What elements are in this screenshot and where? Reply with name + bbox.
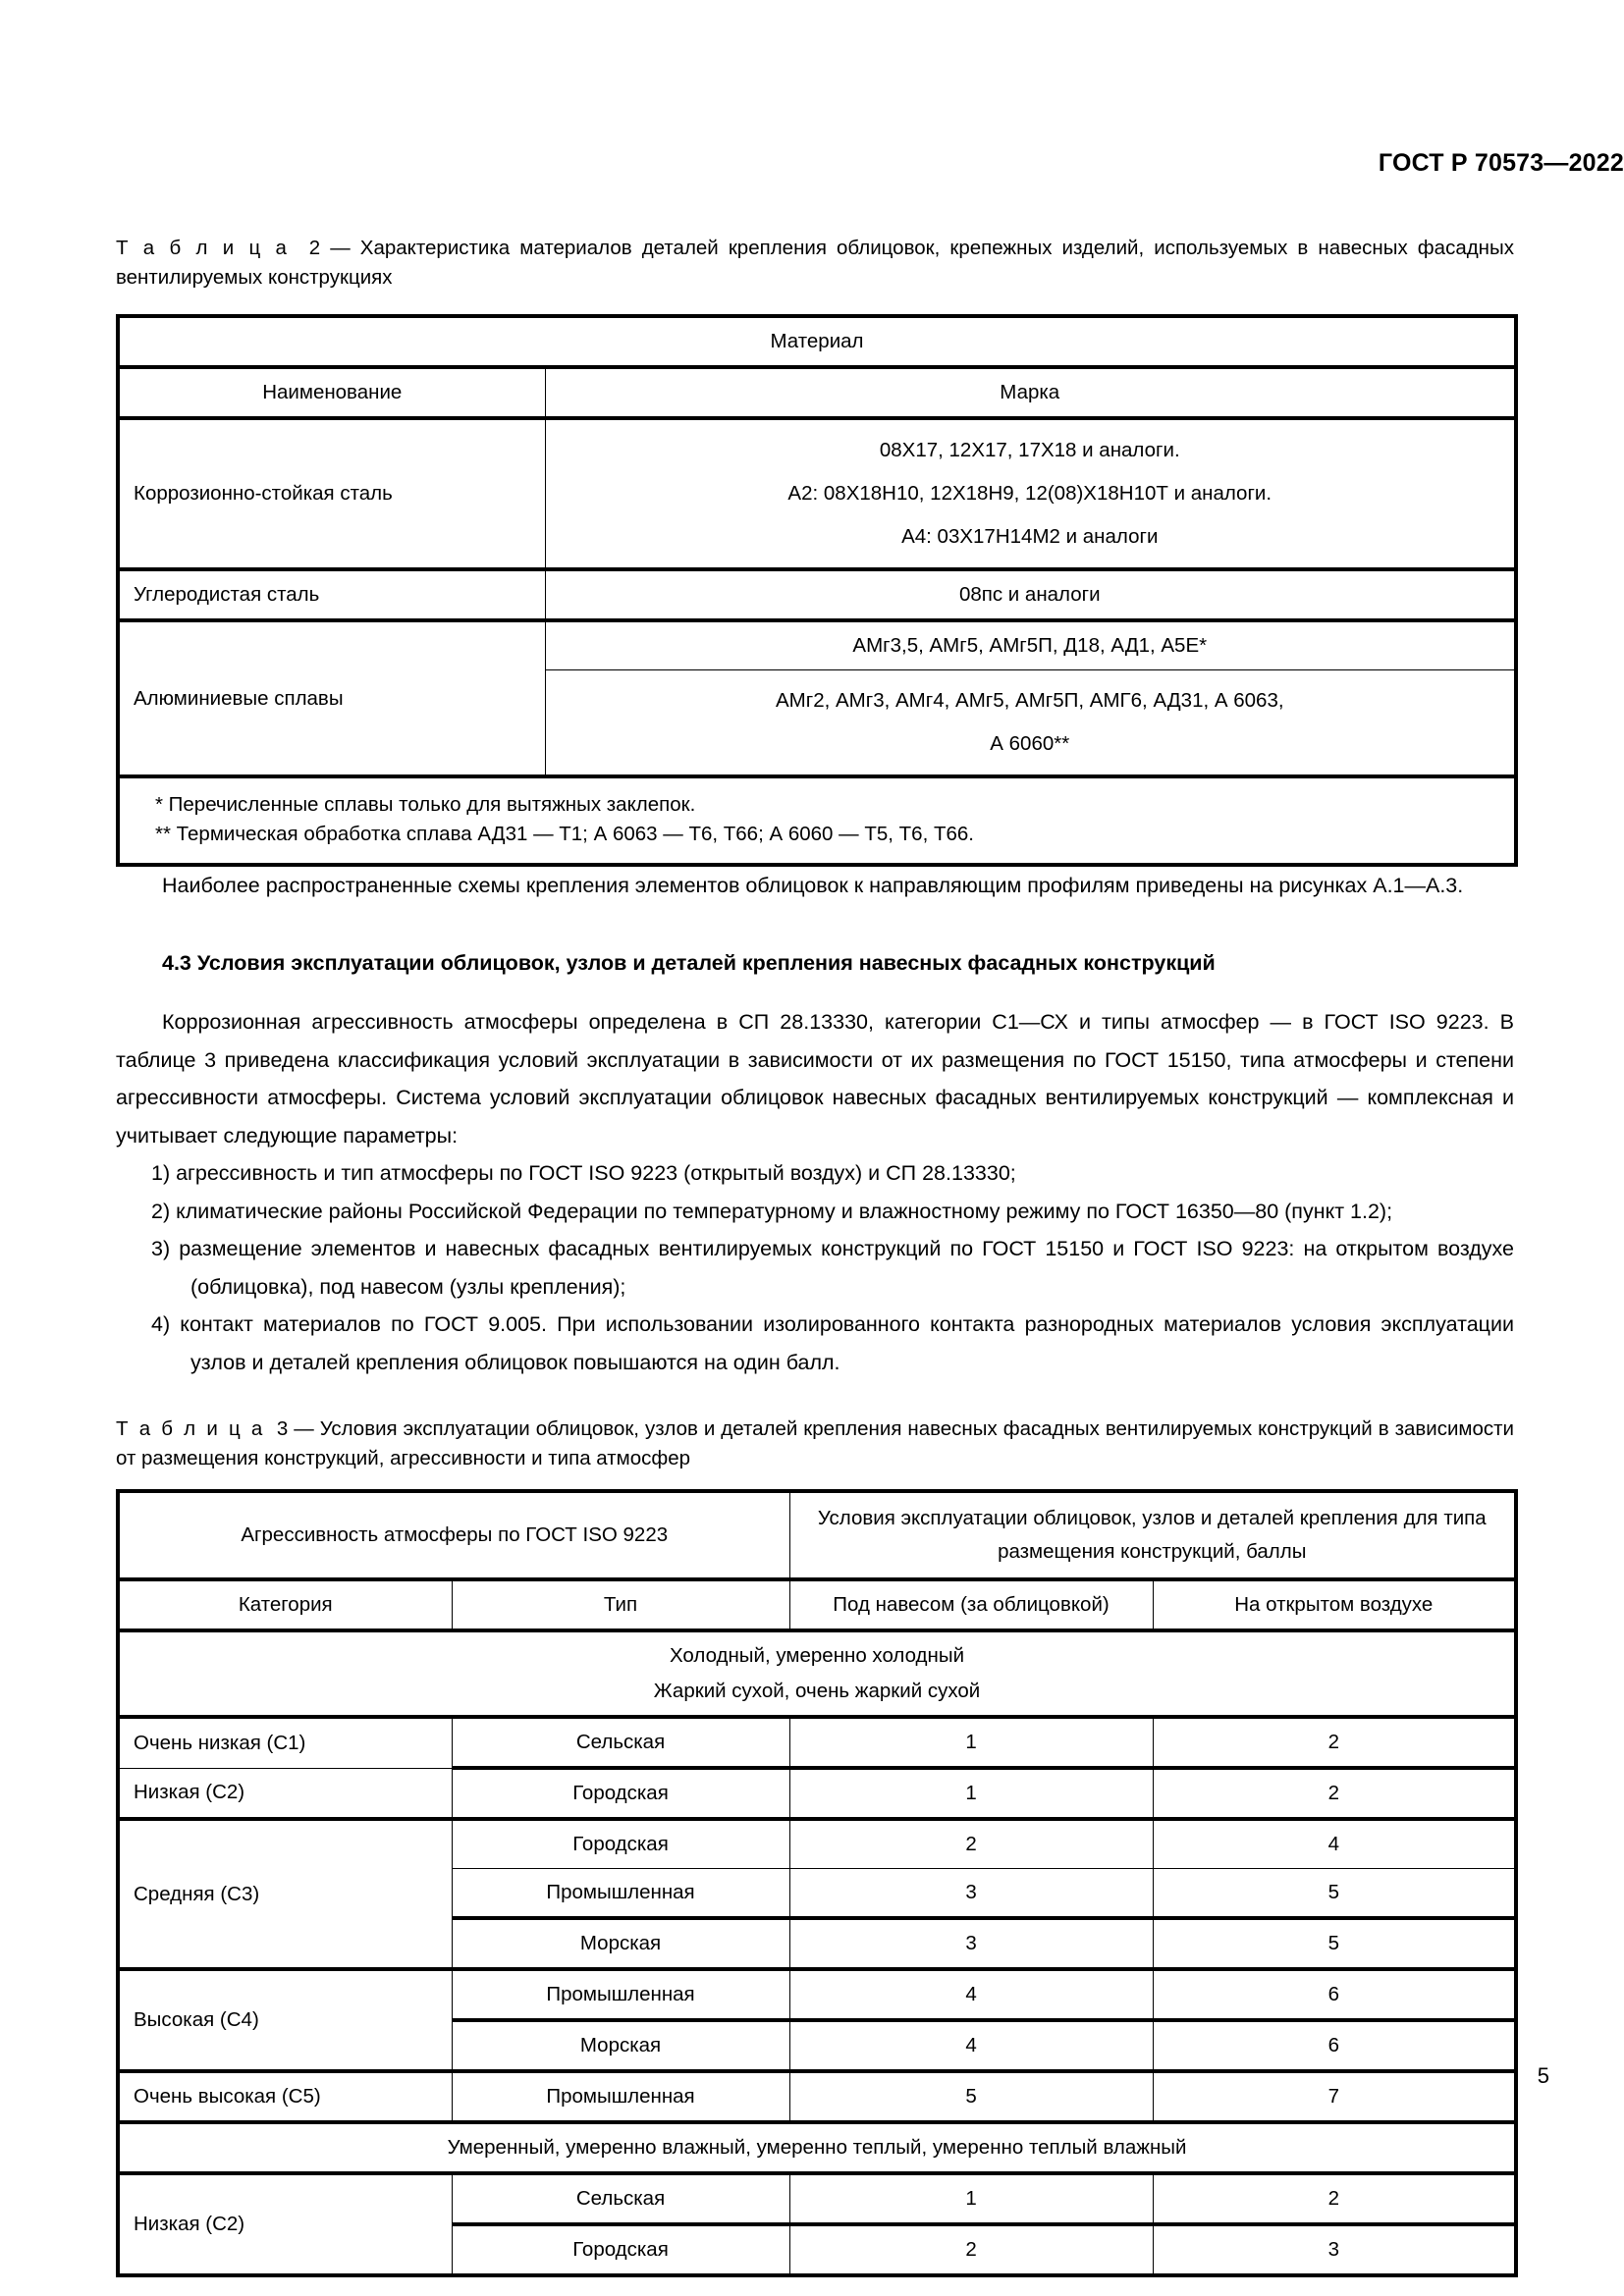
table3-caption-dash: — [294, 1417, 314, 1440]
table3-open-air: 2 [1153, 1717, 1516, 1768]
table3-category: Низкая (С2) [118, 2173, 452, 2275]
table3-group-header-aggressiveness: Агрессивность атмосферы по ГОСТ ISO 9223 [118, 1491, 789, 1579]
parameters-list [116, 1154, 1514, 1381]
page-number: 5 [1537, 2063, 1549, 2088]
paragraph-after-table2: Наиболее распространенные схемы крепления элементов облицовок к направляющим профилям приведены на рисунках А.1—А.3. [162, 874, 1464, 897]
table2-grade-line: А 6060** [990, 732, 1070, 755]
table3-section-title: Умеренный, умеренно влажный, умеренно теплый, умеренно теплый влажный [118, 2122, 1516, 2173]
table3-under-cover: 1 [789, 1768, 1153, 1819]
table3-under-cover: 4 [789, 1969, 1153, 2020]
table3-type: Морская [452, 2020, 789, 2071]
table3-type: Городская [452, 1819, 789, 1869]
table2-grade-line: 08Х17, 12Х17, 17Х18 и аналоги. [879, 439, 1180, 461]
table3-open-air: 4 [1153, 1819, 1516, 1869]
table3-group-header-conditions: Условия эксплуатации облицовок, узлов и деталей крепления для типа размещения конструкций, баллы [789, 1491, 1516, 1579]
table3-under-cover: 2 [789, 1819, 1153, 1869]
table2-footnotes [118, 776, 1516, 865]
table2-material-grades: АМг3,5, АМг5, АМг5П, Д18, АД1, А5Е* [545, 620, 1516, 670]
table3-section-title-row [118, 1630, 1516, 1717]
table2-material-grades [545, 670, 1516, 777]
table3-type: Сельская [452, 1717, 789, 1768]
table-row [118, 2173, 1516, 2224]
table2-footnote: * Перечисленные сплавы только для вытяжных заклепок. [155, 793, 696, 816]
table-row [118, 1768, 1516, 1819]
table3-open-air: 6 [1153, 2020, 1516, 2071]
table3-section-title-line: Жаркий сухой, очень жаркий сухой [653, 1680, 981, 1702]
table3-under-cover: 4 [789, 2020, 1153, 2071]
table3-category: Средняя (С3) [118, 1819, 452, 1969]
table3-type: Городская [452, 2224, 789, 2275]
table3-type: Промышленная [452, 2071, 789, 2122]
table2-material-grades [545, 418, 1516, 569]
table2-column-header-row [118, 367, 1516, 418]
list-item: 2) климатические районы Российской Федерации по температурному и влажностному режиму по ГОСТ 16350—80 (пункт 1.2); [151, 1199, 1393, 1223]
table2 [116, 314, 1518, 867]
table3-under-cover: 3 [789, 1869, 1153, 1919]
table2-grade-line: А2: 08Х18Н10, 12Х18Н9, 12(08)Х18Н10Т и аналоги. [787, 482, 1272, 505]
table-row [118, 2071, 1516, 2122]
table3-type: Сельская [452, 2173, 789, 2224]
table3-category: Низкая (С2) [118, 1768, 452, 1819]
table2-group-header: Материал [118, 316, 1516, 367]
table3-under-cover: 1 [789, 2173, 1153, 2224]
table3-type: Городская [452, 1768, 789, 1819]
table3-open-air: 5 [1153, 1918, 1516, 1969]
table3-open-air: 2 [1153, 2173, 1516, 2224]
table2-col-header-grade: Марка [545, 367, 1516, 418]
list-item: 4) контакт материалов по ГОСТ 9.005. При использовании изолированного контакта разнородных материалов условия эксплуатации узлов и деталей крепления облицовок повышаются на один балл. [151, 1312, 1514, 1374]
table2-material-grades: 08пс и аналоги [545, 569, 1516, 620]
table3-caption-number: 3 [276, 1417, 289, 1440]
table3-type: Промышленная [452, 1869, 789, 1919]
table-row [118, 418, 1516, 569]
table3-open-air: 5 [1153, 1869, 1516, 1919]
table2-grade-line: А4: 03Х17Н14М2 и аналоги [901, 525, 1159, 548]
table-row [118, 1969, 1516, 2020]
table3-column-header-row [118, 1579, 1516, 1630]
table2-grade-line: АМг2, АМг3, АМг4, АМг5, АМг5П, АМГ6, АД31, А 6063, [775, 689, 1284, 712]
table3-under-cover: 1 [789, 1717, 1153, 1768]
table2-caption [116, 234, 1514, 293]
table3-section-title-row [118, 2122, 1516, 2173]
table3-col-header-under-cover: Под навесом (за облицовкой) [789, 1579, 1153, 1630]
table-row [118, 620, 1516, 670]
table3-category: Высокая (С4) [118, 1969, 452, 2071]
table-row [118, 1819, 1516, 1869]
table-row [118, 569, 1516, 620]
table2-caption-text: Характеристика материалов деталей крепления облицовок, крепежных изделий, используемых в навесных фасадных вентилируемых конструкциях [116, 237, 1514, 289]
table2-footnotes-row [118, 776, 1516, 865]
table3-category: Очень низкая (С1) [118, 1717, 452, 1768]
list-item: 3) размещение элементов и навесных фасадных вентилируемых конструкций по ГОСТ 15150 и ГОСТ ISO 9223: на открытом воздухе (облицовка), под навесом (узлы крепления); [151, 1237, 1514, 1299]
table3-group-header-row [118, 1491, 1516, 1579]
table-row [118, 1717, 1516, 1768]
table3-col-header-type: Тип [452, 1579, 789, 1630]
page-header-standard-number: ГОСТ Р 70573—2022 [1378, 149, 1624, 177]
table3-caption-label: Т а б л и ц а [116, 1417, 265, 1440]
table2-material-name: Коррозионно-стойкая сталь [118, 418, 545, 569]
table3-open-air: 2 [1153, 1768, 1516, 1819]
section-heading-4-3: 4.3 Условия эксплуатации облицовок, узлов и деталей крепления навесных фасадных конструкций [162, 950, 1216, 975]
table2-col-header-name: Наименование [118, 367, 545, 418]
table3-under-cover: 2 [789, 2224, 1153, 2275]
table3-category: Очень высокая (С5) [118, 2071, 452, 2122]
table2-group-header-row [118, 316, 1516, 367]
section-intro-paragraph: Коррозионная агрессивность атмосферы определена в СП 28.13330, категории С1—СХ и типы атмосфер — в ГОСТ ISO 9223. В таблице 3 приведена классификация условий эксплуатации в зависимости от их размещения по ГОСТ 15150, типа атмосферы и степени агрессивности атмосферы. Система условий эксплуатации облицовок навесных фасадных вентилируемых конструкций — комплексная и учитывает следующие параметры: [116, 1010, 1514, 1148]
table3-col-header-open-air: На открытом воздухе [1153, 1579, 1516, 1630]
table2-caption-dash: — [330, 237, 351, 259]
table3-type: Промышленная [452, 1969, 789, 2020]
list-item: 1) агрессивность и тип атмосферы по ГОСТ ISO 9223 (открытый воздух) и СП 28.13330; [151, 1161, 1016, 1185]
table3-wrapper [116, 1489, 1514, 2277]
table3-open-air: 6 [1153, 1969, 1516, 2020]
table3-section-title-line: Холодный, умеренно холодный [669, 1644, 965, 1667]
table2-footnote: ** Термическая обработка сплава АД31 — Т1; А 6063 — Т6, Т66; А 6060 — Т5, Т6, Т66. [155, 823, 974, 845]
table2-caption-label: Т а б л и ц а [116, 237, 290, 259]
page-content [116, 234, 1514, 2277]
table2-material-name: Алюминиевые сплавы [118, 620, 545, 776]
table2-wrapper [116, 314, 1514, 867]
spacer [116, 1381, 1514, 1415]
table2-caption-number: 2 [308, 237, 321, 259]
table3-col-header-category: Категория [118, 1579, 452, 1630]
table3-under-cover: 5 [789, 2071, 1153, 2122]
table3-caption [116, 1415, 1514, 1473]
table3-under-cover: 3 [789, 1918, 1153, 1969]
table3-caption-text: Условия эксплуатации облицовок, узлов и деталей крепления навесных фасадных вентилируемых конструкций в зависимости от размещения конструкций, агрессивности и типа атмосфер [116, 1417, 1514, 1469]
table3-open-air: 7 [1153, 2071, 1516, 2122]
table3-open-air: 3 [1153, 2224, 1516, 2275]
table3 [116, 1489, 1518, 2277]
table2-material-name: Углеродистая сталь [118, 569, 545, 620]
table3-section-title [118, 1630, 1516, 1717]
table3-type: Морская [452, 1918, 789, 1969]
